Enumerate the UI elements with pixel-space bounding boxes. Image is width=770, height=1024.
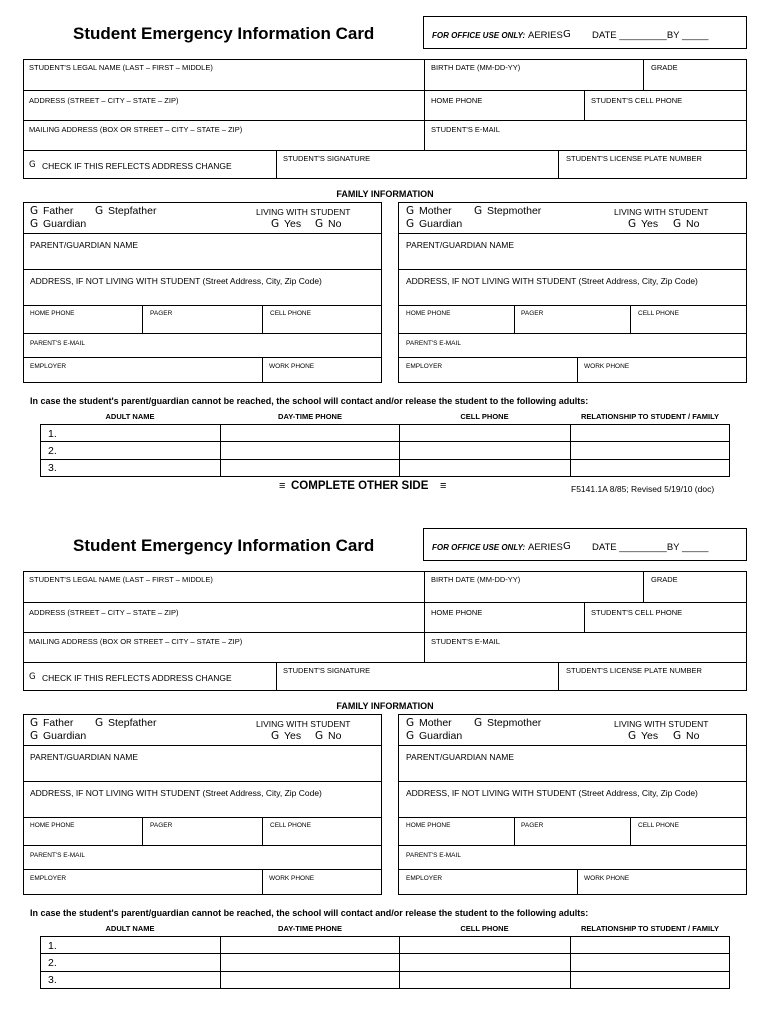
table-row[interactable]: 3. xyxy=(48,462,57,474)
living-with-label: LIVING WITH STUDENT xyxy=(614,207,709,217)
mailing-address-field[interactable]: MAILING ADDRESS (BOX OR STREET – CITY – STATE – ZIP) xyxy=(29,125,243,134)
stepmother-option: Stepmother xyxy=(487,205,542,217)
checkbox-icon[interactable]: G xyxy=(95,717,104,729)
parent-name-field[interactable]: PARENT/GUARDIAN NAME xyxy=(406,240,514,250)
header-adult-name: ADULT NAME xyxy=(105,412,155,421)
checkbox-icon[interactable]: G xyxy=(271,730,280,742)
aeries-label: AERIES xyxy=(528,542,563,553)
parent-pager-field[interactable]: PAGER xyxy=(150,310,173,317)
parent-email-field[interactable]: PARENT'S E-MAIL xyxy=(30,852,85,859)
parent-email-field[interactable]: PARENT'S E-MAIL xyxy=(30,340,85,347)
checkbox-icon[interactable]: G xyxy=(95,205,104,217)
parent-pager-field[interactable]: PAGER xyxy=(521,310,544,317)
header-adult-name: ADULT NAME xyxy=(105,924,155,933)
no-option: No xyxy=(686,730,700,742)
checkbox-icon[interactable]: G xyxy=(29,160,36,170)
address-change-label: CHECK IF THIS REFLECTS ADDRESS CHANGE xyxy=(42,673,232,683)
parent-name-field[interactable]: PARENT/GUARDIAN NAME xyxy=(30,240,138,250)
parent-name-field[interactable]: PARENT/GUARDIAN NAME xyxy=(406,752,514,762)
checkbox-icon[interactable]: G xyxy=(406,218,415,230)
grade-field[interactable]: GRADE xyxy=(651,63,678,72)
living-with-label: LIVING WITH STUDENT xyxy=(256,207,351,217)
student-cell-field[interactable]: STUDENT'S CELL PHONE xyxy=(591,608,683,617)
signature-field[interactable]: STUDENT'S SIGNATURE xyxy=(283,154,371,163)
header-cell-phone: CELL PHONE xyxy=(460,412,509,421)
office-use-box xyxy=(423,16,747,49)
complete-other-side-label: COMPLETE OTHER SIDE xyxy=(291,480,429,492)
license-plate-field[interactable]: STUDENT'S LICENSE PLATE NUMBER xyxy=(566,666,702,675)
living-with-label: LIVING WITH STUDENT xyxy=(614,719,709,729)
parent-address-field[interactable]: ADDRESS, IF NOT LIVING WITH STUDENT (Street Address, City, Zip Code) xyxy=(406,276,698,286)
checkbox-icon[interactable]: G xyxy=(474,205,483,217)
stepfather-option: Stepfather xyxy=(108,717,157,729)
no-option: No xyxy=(328,218,342,230)
release-table xyxy=(40,424,730,477)
release-statement: In case the student's parent/guardian cannot be reached, the school will contact and/or release the student to the following adults: xyxy=(30,908,589,918)
home-phone-field[interactable]: HOME PHONE xyxy=(431,608,483,617)
header-daytime-phone: DAY-TIME PHONE xyxy=(278,924,342,933)
parent-employer-field[interactable]: EMPLOYER xyxy=(406,875,443,882)
birth-date-field[interactable]: BIRTH DATE (MM-DD-YY) xyxy=(431,63,521,72)
table-row[interactable]: 1. xyxy=(48,428,57,440)
header-daytime-phone: DAY-TIME PHONE xyxy=(278,412,342,421)
card-title: Student Emergency Information Card xyxy=(73,24,375,43)
grade-field[interactable]: GRADE xyxy=(651,575,678,584)
table-row[interactable]: 3. xyxy=(48,974,57,986)
parent-employer-field[interactable]: EMPLOYER xyxy=(30,875,67,882)
student-email-field[interactable]: STUDENT'S E-MAIL xyxy=(431,125,500,134)
checkbox-icon[interactable]: G xyxy=(315,730,324,742)
checkbox-icon[interactable]: G xyxy=(406,730,415,742)
yes-option: Yes xyxy=(641,218,659,230)
stepfather-option: Stepfather xyxy=(108,205,157,217)
checkbox-icon[interactable]: G xyxy=(474,717,483,729)
parent-cell-field[interactable]: CELL PHONE xyxy=(270,310,311,317)
parent-address-field[interactable]: ADDRESS, IF NOT LIVING WITH STUDENT (Street Address, City, Zip Code) xyxy=(406,788,698,798)
parent-work-phone-field[interactable]: WORK PHONE xyxy=(584,363,630,370)
checkbox-icon[interactable]: G xyxy=(628,218,637,230)
header-cell-phone: CELL PHONE xyxy=(460,924,509,933)
family-heading: FAMILY INFORMATION xyxy=(336,189,434,199)
parent-home-phone-field[interactable]: HOME PHONE xyxy=(406,822,451,829)
checkbox-icon[interactable]: G xyxy=(673,730,682,742)
checkbox-icon[interactable]: G xyxy=(406,717,415,729)
no-option: No xyxy=(328,730,342,742)
student-cell-field[interactable]: STUDENT'S CELL PHONE xyxy=(591,96,683,105)
parent-name-field[interactable]: PARENT/GUARDIAN NAME xyxy=(30,752,138,762)
signature-field[interactable]: STUDENT'S SIGNATURE xyxy=(283,666,371,675)
date-by-field[interactable]: DATE _________BY _____ xyxy=(592,542,709,553)
checkbox-icon[interactable]: G xyxy=(406,205,415,217)
mailing-address-field[interactable]: MAILING ADDRESS (BOX OR STREET – CITY – STATE – ZIP) xyxy=(29,637,243,646)
parent-work-phone-field[interactable]: WORK PHONE xyxy=(269,363,315,370)
release-table xyxy=(40,936,730,989)
office-use-label: FOR OFFICE USE ONLY: xyxy=(432,31,526,40)
emergency-card xyxy=(0,512,770,1024)
parent-cell-field[interactable]: CELL PHONE xyxy=(270,822,311,829)
address-change-label: CHECK IF THIS REFLECTS ADDRESS CHANGE xyxy=(42,161,232,171)
parent-pager-field[interactable]: PAGER xyxy=(150,822,173,829)
checkbox-icon[interactable]: G xyxy=(29,672,36,682)
home-phone-field[interactable]: HOME PHONE xyxy=(431,96,483,105)
parent-home-phone-field[interactable]: HOME PHONE xyxy=(406,310,451,317)
header-relationship: RELATIONSHIP TO STUDENT / FAMILY xyxy=(580,924,720,933)
guardian-option: Guardian xyxy=(419,730,463,742)
table-row[interactable]: 2. xyxy=(48,957,57,969)
checkbox-icon[interactable]: G xyxy=(315,218,324,230)
parent-work-phone-field[interactable]: WORK PHONE xyxy=(269,875,315,882)
living-with-label: LIVING WITH STUDENT xyxy=(256,719,351,729)
parent-home-phone-field[interactable]: HOME PHONE xyxy=(30,822,75,829)
yes-option: Yes xyxy=(284,730,302,742)
checkbox-icon[interactable]: G xyxy=(30,205,39,217)
student-email-field[interactable]: STUDENT'S E-MAIL xyxy=(431,637,500,646)
table-row[interactable]: 2. xyxy=(48,445,57,457)
parent-employer-field[interactable]: EMPLOYER xyxy=(406,363,443,370)
checkbox-icon[interactable]: G xyxy=(563,29,571,40)
license-plate-field[interactable]: STUDENT'S LICENSE PLATE NUMBER xyxy=(566,154,702,163)
parent-work-phone-field[interactable]: WORK PHONE xyxy=(584,875,630,882)
checkbox-icon[interactable]: G xyxy=(30,717,39,729)
form-number: F5141.1A 8/85; Revised 5/19/10 (doc) xyxy=(571,484,715,494)
table-row[interactable]: 1. xyxy=(48,940,57,952)
date-by-field[interactable]: DATE _________BY _____ xyxy=(592,30,709,41)
stepmother-option: Stepmother xyxy=(487,717,542,729)
release-statement: In case the student's parent/guardian cannot be reached, the school will contact and/or release the student to the following adults: xyxy=(30,396,589,406)
checkbox-icon[interactable]: G xyxy=(271,218,280,230)
legal-name-field[interactable]: STUDENT'S LEGAL NAME (LAST – FIRST – MIDDLE) xyxy=(29,63,213,72)
checkbox-icon[interactable]: G xyxy=(628,730,637,742)
yes-option: Yes xyxy=(284,218,302,230)
mother-option: Mother xyxy=(419,205,452,217)
guardian-option: Guardian xyxy=(419,218,463,230)
checkbox-icon[interactable]: G xyxy=(30,730,39,742)
card-title: Student Emergency Information Card xyxy=(73,536,375,555)
father-option: Father xyxy=(43,205,74,217)
parent-address-field[interactable]: ADDRESS, IF NOT LIVING WITH STUDENT (Street Address, City, Zip Code) xyxy=(30,788,322,798)
arrow-icon: ≡ xyxy=(279,480,286,492)
parent-cell-field[interactable]: CELL PHONE xyxy=(638,310,679,317)
family-heading: FAMILY INFORMATION xyxy=(336,701,434,711)
guardian-option: Guardian xyxy=(43,218,87,230)
parent-pager-field[interactable]: PAGER xyxy=(521,822,544,829)
office-use-box xyxy=(423,528,747,561)
parent-home-phone-field[interactable]: HOME PHONE xyxy=(30,310,75,317)
legal-name-field[interactable]: STUDENT'S LEGAL NAME (LAST – FIRST – MIDDLE) xyxy=(29,575,213,584)
father-option: Father xyxy=(43,717,74,729)
office-use-label: FOR OFFICE USE ONLY: xyxy=(432,543,526,552)
birth-date-field[interactable]: BIRTH DATE (MM-DD-YY) xyxy=(431,575,521,584)
aeries-label: AERIES xyxy=(528,30,563,41)
address-field[interactable]: ADDRESS (STREET – CITY – STATE – ZIP) xyxy=(29,608,179,617)
arrow-icon: ≡ xyxy=(440,480,447,492)
parent-address-field[interactable]: ADDRESS, IF NOT LIVING WITH STUDENT (Street Address, City, Zip Code) xyxy=(30,276,322,286)
guardian-option: Guardian xyxy=(43,730,87,742)
mother-option: Mother xyxy=(419,717,452,729)
checkbox-icon[interactable]: G xyxy=(673,218,682,230)
checkbox-icon[interactable]: G xyxy=(30,218,39,230)
address-field[interactable]: ADDRESS (STREET – CITY – STATE – ZIP) xyxy=(29,96,179,105)
parent-email-field[interactable]: PARENT'S E-MAIL xyxy=(406,852,461,859)
parent-email-field[interactable]: PARENT'S E-MAIL xyxy=(406,340,461,347)
yes-option: Yes xyxy=(641,730,659,742)
parent-cell-field[interactable]: CELL PHONE xyxy=(638,822,679,829)
parent-employer-field[interactable]: EMPLOYER xyxy=(30,363,67,370)
no-option: No xyxy=(686,218,700,230)
header-relationship: RELATIONSHIP TO STUDENT / FAMILY xyxy=(580,412,720,421)
checkbox-icon[interactable]: G xyxy=(563,541,571,552)
